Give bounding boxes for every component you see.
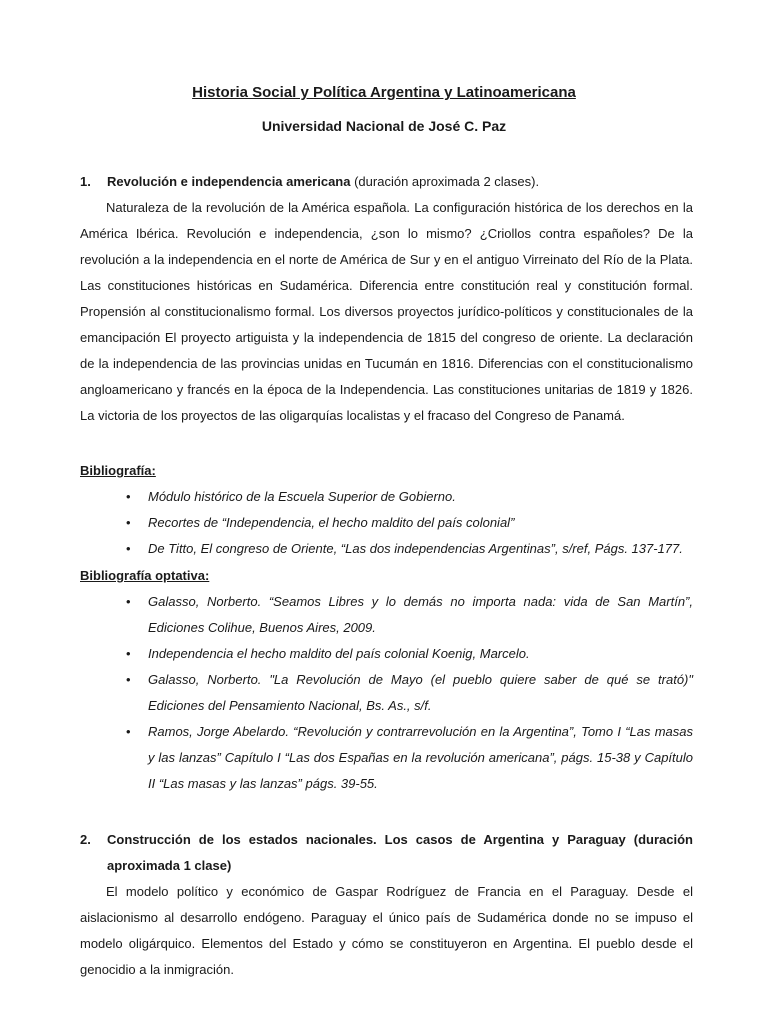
- section-1-bibliography: [80, 457, 693, 797]
- section-1-title: Revolución e independencia americana: [107, 174, 351, 189]
- bullet-icon: •: [126, 724, 131, 739]
- section-2-title: Construcción de los estados nacionales. Los casos de Argentina y Paraguay (duración aproximada 1 clase): [107, 832, 693, 873]
- bibliography-heading: Bibliografía:: [80, 463, 156, 478]
- list-item: • Independencia el hecho maldito del país colonial Koenig, Marcelo.: [80, 641, 693, 667]
- document-subtitle: Universidad Nacional de José C. Paz: [261, 118, 507, 134]
- section-1: [80, 169, 693, 429]
- bullet-icon: •: [126, 541, 131, 556]
- list-item: • De Titto, El congreso de Oriente, “Las dos independencias Argentinas”, s/ref, Págs. 137-177.: [80, 536, 693, 562]
- section-2: [80, 827, 693, 983]
- section-1-duration: (duración aproximada 2 clases).: [350, 174, 540, 189]
- optional-bibliography-heading: Bibliografía optativa:: [80, 568, 210, 583]
- bullet-icon: •: [126, 672, 131, 687]
- section-2-number: 2.: [80, 832, 91, 847]
- bullet-icon: •: [126, 489, 131, 504]
- section-1-heading: [80, 169, 693, 195]
- bullet-icon: •: [126, 515, 131, 530]
- section-1-body: Naturaleza de la revolución de la América española. La configuración histórica de los derechos en la América Ibérica. Revolución e independencia, ¿son lo mismo? ¿Criollos contra españoles? De la revolución a la independencia en el norte de América de Sur y en el antiguo Virreinato del Río de la Plata. Las constituciones históricas en Sudamérica. Diferencia entre constitución real y constitución formal. Propensión al constitucionalismo formal. Los diversos proyectos jurídico-políticos y constitucionales de la emancipación El proyecto artiguista y la independencia de 1815 del congreso de oriente. La declaración de la independencia de las provincias unidas en Tucumán en 1816. Diferencias con el constitucionalismo angloamericano y francés en la época de la Independencia. Las constituciones unitarias de 1819 y 1826. La victoria de los proyectos de las oligarquías localistas y el fracaso del Congreso de Panamá.: [80, 200, 693, 423]
- list-item: • Ramos, Jorge Abelardo. “Revolución y contrarrevolución en la Argentina”, Tomo I “Las masas y las lanzas” Capítulo I “Las dos Españas en la revolución americana”, págs. 15-38 y Capítulo II “Las masas y las lanzas” págs. 39-55.: [80, 719, 693, 797]
- section-2-body: El modelo político y económico de Gaspar Rodríguez de Francia en el Paraguay. Desde el aislacionismo al desarrollo endógeno. Paraguay el único país de Sudamérica donde no se impuso el modelo oligárquico. Elementos del Estado y cómo se constituyeron en Argentina. El pueblo desde el genocidio a la inmigración.: [80, 884, 693, 977]
- bullet-icon: •: [126, 594, 131, 609]
- list-item: • Galasso, Norberto. “Seamos Libres y lo demás no importa nada: vida de San Martín”, Ediciones Colihue, Buenos Aires, 2009.: [80, 589, 693, 641]
- section-1-number: 1.: [80, 174, 91, 189]
- list-item: • Galasso, Norberto. "La Revolución de Mayo (el pueblo quiere saber de qué se trató)" Ediciones del Pensamiento Nacional, Bs. As., s/f.: [80, 667, 693, 719]
- bullet-icon: •: [126, 646, 131, 661]
- optional-bibliography-list: [80, 589, 693, 797]
- list-item: • Módulo histórico de la Escuela Superior de Gobierno.: [80, 484, 693, 510]
- bibliography-list: [80, 484, 693, 562]
- section-2-heading: [80, 827, 693, 879]
- list-item: • Recortes de “Independencia, el hecho maldito del país colonial”: [80, 510, 693, 536]
- document-title: Historia Social y Política Argentina y Latinoamericana: [192, 84, 576, 101]
